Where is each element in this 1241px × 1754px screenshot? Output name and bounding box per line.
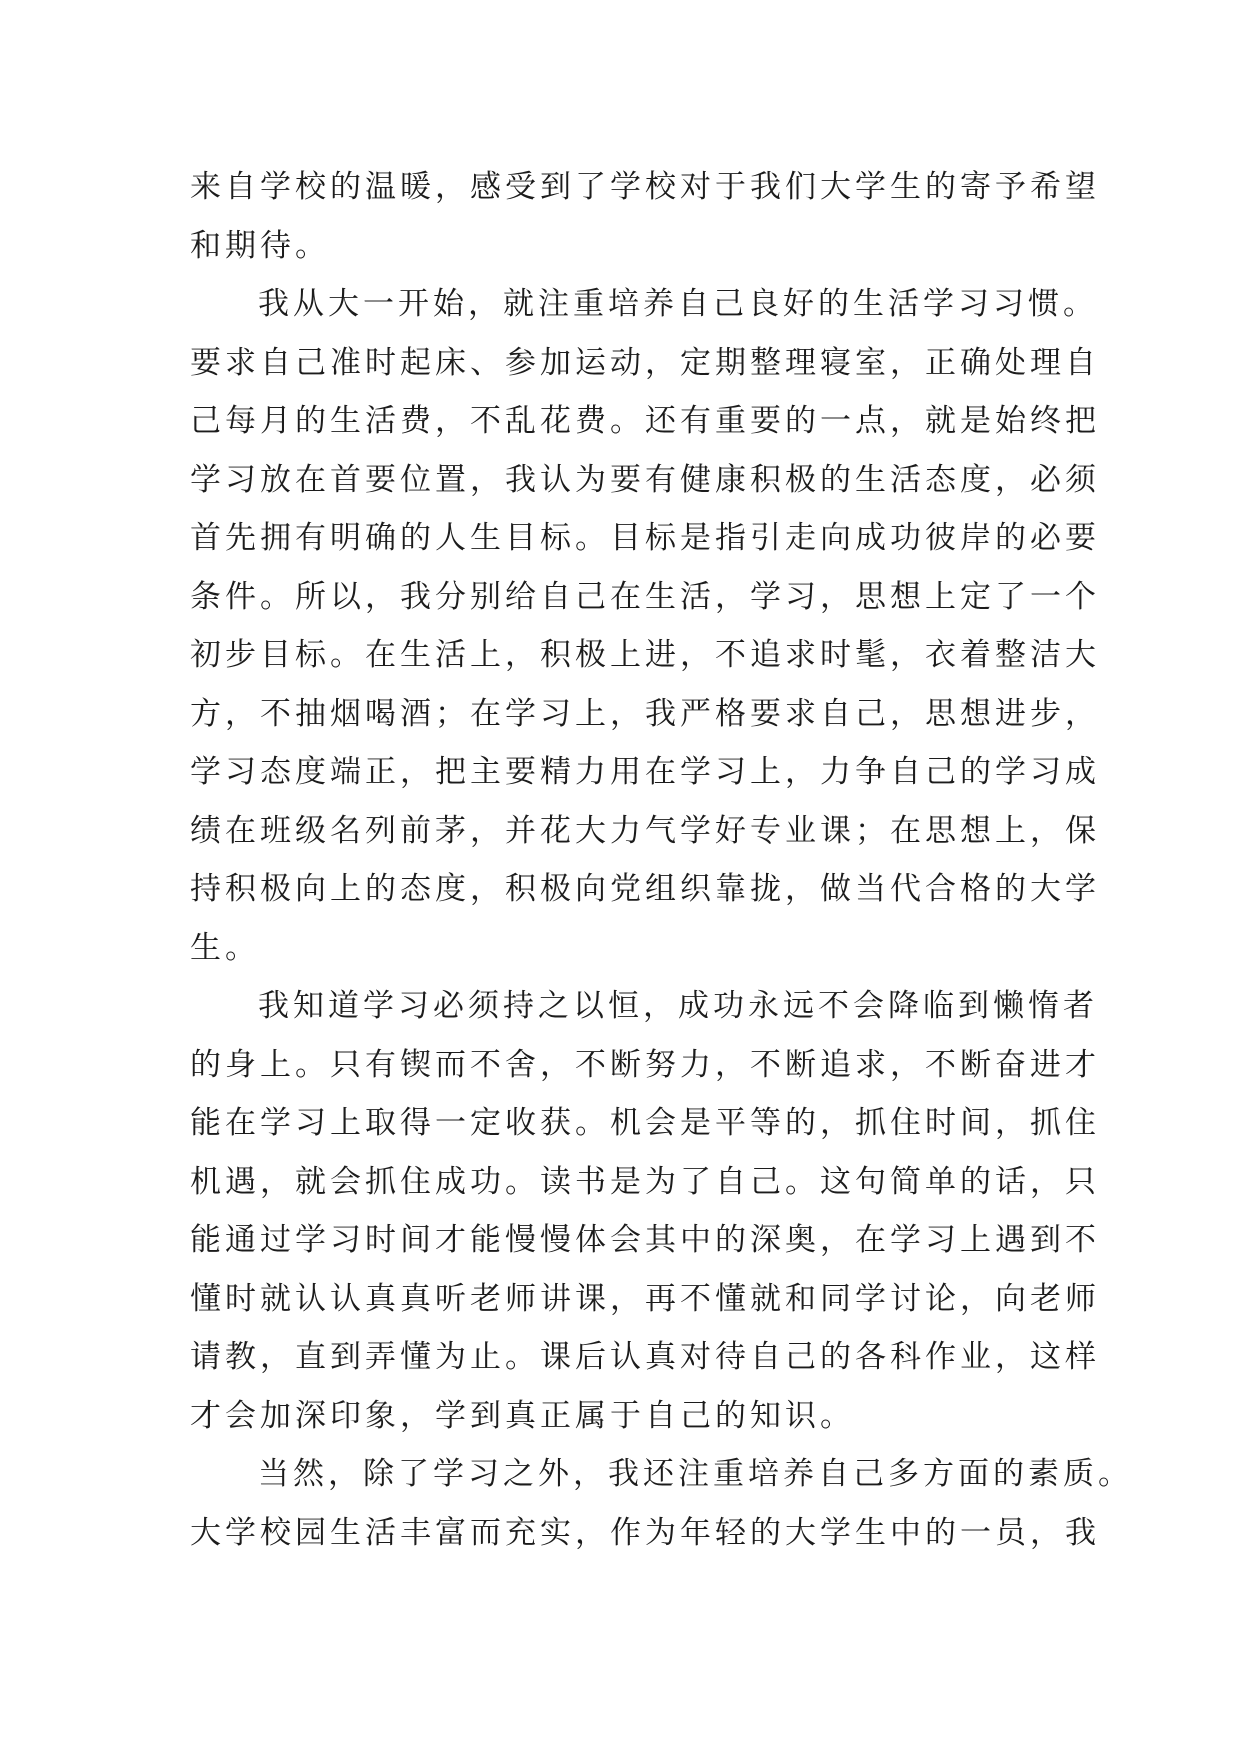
paragraph-first-line: 当然，除了学习之外，我还注重培养自己多方面的素质。 xyxy=(258,1456,1133,1492)
text-line: 生。 xyxy=(190,929,260,966)
text-line: 条件。所以，我分别给自己在生活，学习，思想上定了一个 xyxy=(190,578,1100,615)
paragraph-first-line: 我从大一开始，就注重培养自己良好的生活学习习惯。 xyxy=(258,286,1098,322)
text-line: 初步目标。在生活上，积极上进，不追求时髦，衣着整洁大 xyxy=(190,637,1100,673)
text-line: 懂时就认认真真听老师讲课，再不懂就和同学讨论，向老师 xyxy=(190,1280,1100,1317)
text-line: 能通过学习时间才能慢慢体会其中的深奥，在学习上遇到不 xyxy=(190,1222,1100,1258)
text-line: 持积极向上的态度，积极向党组织靠拢，做当代合格的大学 xyxy=(190,871,1100,907)
text-line: 己每月的生活费，不乱花费。还有重要的一点，就是始终把 xyxy=(190,403,1100,439)
text-line: 要求自己准时起床、参加运动，定期整理寝室，正确处理自 xyxy=(190,344,1100,381)
text-line: 来自学校的温暖，感受到了学校对于我们大学生的寄予希望 xyxy=(190,169,1100,205)
text-line: 绩在班级名列前茅，并花大力气学好专业课；在思想上，保 xyxy=(190,812,1100,849)
text-line: 机遇，就会抓住成功。读书是为了自己。这句简单的话，只 xyxy=(190,1163,1100,1200)
text-line: 学习态度端正，把主要精力用在学习上，力争自己的学习成 xyxy=(190,754,1100,790)
paragraph-first-line: 我知道学习必须持之以恒，成功永远不会降临到懒惰者 xyxy=(258,988,1098,1024)
text-line: 才会加深印象，学到真正属于自己的知识。 xyxy=(190,1397,855,1434)
text-line: 请教，直到弄懂为止。课后认真对待自己的各科作业，这样 xyxy=(190,1339,1100,1375)
text-line: 的身上。只有锲而不舍，不断努力，不断追求，不断奋进才 xyxy=(190,1046,1100,1083)
text-line: 首先拥有明确的人生目标。目标是指引走向成功彼岸的必要 xyxy=(190,520,1100,556)
text-line: 和期待。 xyxy=(190,227,330,264)
document-body xyxy=(190,158,1133,1562)
text-line: 学习放在首要位置，我认为要有健康积极的生活态度，必须 xyxy=(190,461,1100,498)
text-line: 方，不抽烟喝酒；在学习上，我严格要求自己，思想进步， xyxy=(190,695,1100,732)
text-line: 大学校园生活丰富而充实，作为年轻的大学生中的一员，我 xyxy=(190,1514,1100,1551)
text-line: 能在学习上取得一定收获。机会是平等的，抓住时间，抓住 xyxy=(190,1105,1100,1141)
